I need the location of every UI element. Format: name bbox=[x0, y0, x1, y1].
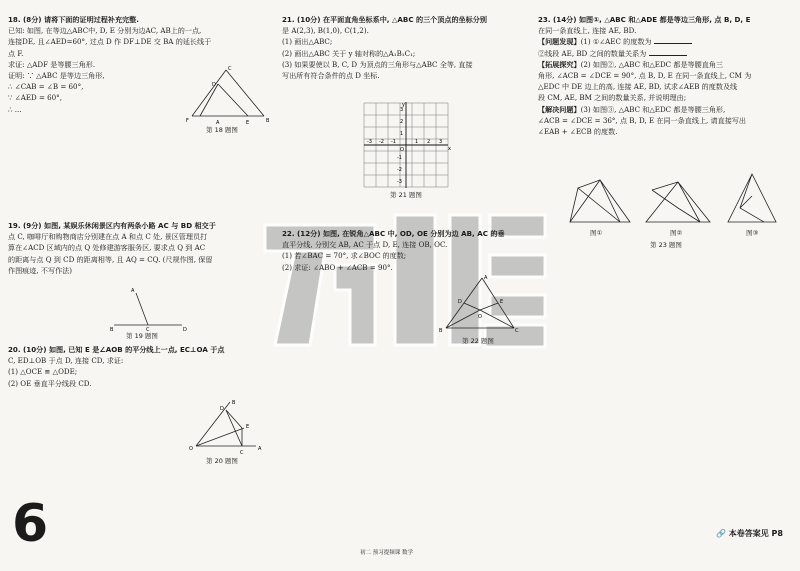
x-tick: -3 bbox=[367, 139, 372, 145]
answer-reference bbox=[716, 528, 783, 539]
q20-line: (2) OE 垂直平分线段 CD. bbox=[8, 378, 92, 388]
x-tick: -1 bbox=[391, 139, 396, 145]
q18-line: ∴ ... bbox=[8, 104, 22, 114]
q23-figure-2 bbox=[640, 176, 716, 228]
link-icon: 🔗 bbox=[716, 529, 726, 538]
question-22 bbox=[282, 228, 532, 273]
label-F: F bbox=[186, 118, 189, 124]
q19-line: 的距离与点 Q 到 CD 的距离相等, 且 AQ = CQ. (尺规作图, 保留 bbox=[8, 254, 213, 264]
label-B: B bbox=[232, 400, 236, 406]
q23-figure-3 bbox=[722, 170, 782, 228]
q19-head: 19. (9分) 如图, 某娱乐休闲景区内有两条小路 AC 与 BD 相交于 bbox=[8, 221, 216, 230]
q23-tag-solve: 【解决问题】 bbox=[538, 104, 581, 114]
label-E: E bbox=[500, 299, 504, 305]
q23-head: 23. (14分) 如图①, △ABC 和△ADE 都是等边三角形, 点 B, D, E bbox=[538, 15, 751, 24]
page-number: 6 bbox=[12, 494, 49, 554]
label-A: A bbox=[216, 120, 220, 126]
label-B: B bbox=[266, 118, 270, 124]
x-axis-label: x bbox=[448, 146, 451, 152]
label-C: C bbox=[228, 66, 232, 72]
x-tick: 1 bbox=[415, 139, 419, 145]
q19-line: 点 C, 咖啡厅和购物商店分别建在点 A 和点 C 处, 景区管理员打 bbox=[8, 232, 208, 242]
question-23 bbox=[538, 14, 788, 137]
q22-head: 22. (12分) 如图, 在锐角△ABC 中, OD, OE 分别为边 AB, AC 的垂 bbox=[282, 229, 505, 238]
q23-p3-line: (3) 如图③, △ABC 和△EDC 都是等腰三角形, bbox=[580, 104, 726, 114]
q23-fig3-caption: 图③ bbox=[746, 229, 759, 237]
x-tick: -2 bbox=[379, 139, 384, 145]
label-D: D bbox=[220, 406, 224, 412]
label-A: A bbox=[131, 288, 135, 294]
q21-line: (3) 如果要使以 B, C, D 为顶点的三角形与△ABC 全等, 直接 bbox=[282, 59, 473, 69]
label-E: E bbox=[246, 424, 250, 430]
q23-tag-explore: 【拓展探究】 bbox=[538, 59, 581, 69]
q23-p2-line: 角形, ∠ACB = ∠DCE = 90°, 点 B, D, E 在同一条直线上, CM 为 bbox=[538, 71, 752, 81]
y-tick: -3 bbox=[397, 179, 402, 185]
label-O: O bbox=[189, 446, 193, 452]
x-tick: 3 bbox=[439, 139, 443, 145]
q21-line: (2) 画出△ABC 关于 y 轴对称的△A₁B₁C₁; bbox=[282, 48, 416, 58]
y-tick: 2 bbox=[400, 119, 404, 125]
q20-caption: 第 20 题图 bbox=[206, 457, 238, 465]
q18-line: ∵ ∠AED = 60°, bbox=[8, 93, 62, 103]
q21-grid bbox=[362, 100, 454, 190]
x-tick: 2 bbox=[427, 139, 431, 145]
q18-line: 求证: △ADF 是等腰三角形. bbox=[8, 59, 96, 69]
q22-line: (1) 若∠BAC = 70°, 求∠BOC 的度数; bbox=[282, 251, 407, 261]
q18-line: 证明: ∵ △ABC 是等边三角形, bbox=[8, 71, 105, 81]
q20-figure bbox=[186, 398, 266, 454]
q19-line: 作图痕迹, 不写作法) bbox=[8, 265, 73, 275]
watermark-text: 万唯 bbox=[255, 195, 257, 196]
label-O: O bbox=[478, 314, 482, 320]
question-21 bbox=[282, 14, 532, 81]
question-19 bbox=[8, 220, 270, 276]
q23-fig1-caption: 图① bbox=[590, 229, 603, 237]
answer-blank[interactable] bbox=[654, 36, 692, 44]
q18-line: 连接DE, 且∠AED=60°, 过点 D 作 DF⊥DE 交 BA 的延长线于 bbox=[8, 37, 212, 47]
q23-line: 在同一条直线上, 连接 AE, BD. bbox=[538, 26, 637, 36]
q21-line: 写出所有符合条件的点 D 坐标. bbox=[282, 71, 380, 81]
label-C: C bbox=[515, 328, 519, 334]
q20-line: C, ED⊥OB 于点 D, 连接 CD, 求证: bbox=[8, 356, 124, 366]
q20-line: (1) △OCE ≌ △ODE; bbox=[8, 367, 78, 377]
q19-line: 算在∠ACD 区域内的点 Q 处修建游客服务区, 要求点 Q 到 AC bbox=[8, 243, 206, 253]
y-tick: 3 bbox=[400, 107, 404, 113]
y-tick: -2 bbox=[397, 167, 402, 173]
q20-head: 20. (10分) 如图, 已知 E 是∠AOB 的平分线上一点, EC⊥OA 于点 bbox=[8, 345, 225, 354]
q22-line: 直平分线, 分别交 AB, AC 于点 D, E, 连接 OB, OC. bbox=[282, 240, 448, 250]
q23-tag-discover: 【问题发现】 bbox=[538, 37, 581, 47]
q21-caption: 第 21 题图 bbox=[390, 191, 422, 199]
label-A: A bbox=[258, 446, 262, 452]
label-E: E bbox=[246, 120, 250, 126]
label-A: A bbox=[484, 275, 488, 281]
q18-head: 18. (8分) 请将下面的证明过程补充完整. bbox=[8, 15, 139, 24]
q18-figure bbox=[186, 64, 276, 128]
q18-line: 已知: 如图, 在等边△ABC中, D, E 分别为边AC, AB上的一点, bbox=[8, 26, 202, 36]
label-C: C bbox=[240, 450, 244, 454]
q21-line: (1) 画出△ABC; bbox=[282, 37, 333, 47]
q22-caption: 第 22 题图 bbox=[462, 337, 494, 345]
q22-line: (2) 求证: ∠ABO + ∠ACB = 90°. bbox=[282, 262, 393, 272]
q23-p3-line: ∠ACB = ∠DCE = 36°, 点 B, D, E 在同一条直线上, 请直接写出 bbox=[538, 115, 747, 125]
label-D: D bbox=[458, 299, 462, 305]
q23-fig2-caption: 图② bbox=[670, 229, 683, 237]
q19-figure bbox=[104, 285, 190, 331]
q21-head: 21. (10分) 在平面直角坐标系中, △ABC 的三个顶点的坐标分别 bbox=[282, 15, 487, 24]
answer-reference-text: 本卷答案见 P8 bbox=[728, 529, 783, 538]
label-B: B bbox=[110, 327, 114, 331]
footer-text: 初二 预习提频课 数学 bbox=[360, 550, 413, 556]
q23-figure-1 bbox=[564, 176, 634, 228]
q18-line: 点 F. bbox=[8, 48, 24, 58]
q21-line: 是 A(2,3), B(1,0), C(1,2). bbox=[282, 26, 369, 36]
label-D: D bbox=[212, 82, 216, 88]
q23-p2-line: (2) 如图②, △ABC 和△EDC 都是等腰直角三 bbox=[580, 59, 724, 69]
origin-label: O bbox=[400, 147, 404, 153]
y-tick: 1 bbox=[400, 131, 404, 137]
question-20 bbox=[8, 344, 270, 389]
answer-blank[interactable] bbox=[649, 48, 687, 56]
label-B: B bbox=[439, 328, 443, 334]
q22-figure bbox=[438, 272, 522, 336]
q23-p1: (1) ①∠AEC 的度数为 bbox=[580, 37, 652, 47]
q18-line: ∴ ∠CAB = ∠B = 60°, bbox=[8, 82, 84, 92]
label-C: C bbox=[146, 327, 150, 331]
q23-caption: 第 23 题图 bbox=[650, 241, 682, 249]
q23-p1b: ②线段 AE, BD 之间的数量关系为 bbox=[538, 48, 647, 58]
q23-p2-line: 段 CM, AE, BM 之间的数量关系, 并说明理由; bbox=[538, 93, 687, 103]
y-tick: -1 bbox=[397, 155, 402, 161]
q23-p3-line: ∠EAB + ∠ECB 的度数. bbox=[538, 127, 618, 137]
q18-caption: 第 18 题图 bbox=[206, 126, 238, 134]
y-axis-label: y bbox=[402, 102, 405, 108]
q19-caption: 第 19 题图 bbox=[126, 332, 158, 340]
label-D: D bbox=[183, 327, 187, 331]
q23-p2-line: △EDC 中 DE 边上的高, 连接 AE, BD, 试求∠AEB 的度数及线 bbox=[538, 82, 738, 92]
